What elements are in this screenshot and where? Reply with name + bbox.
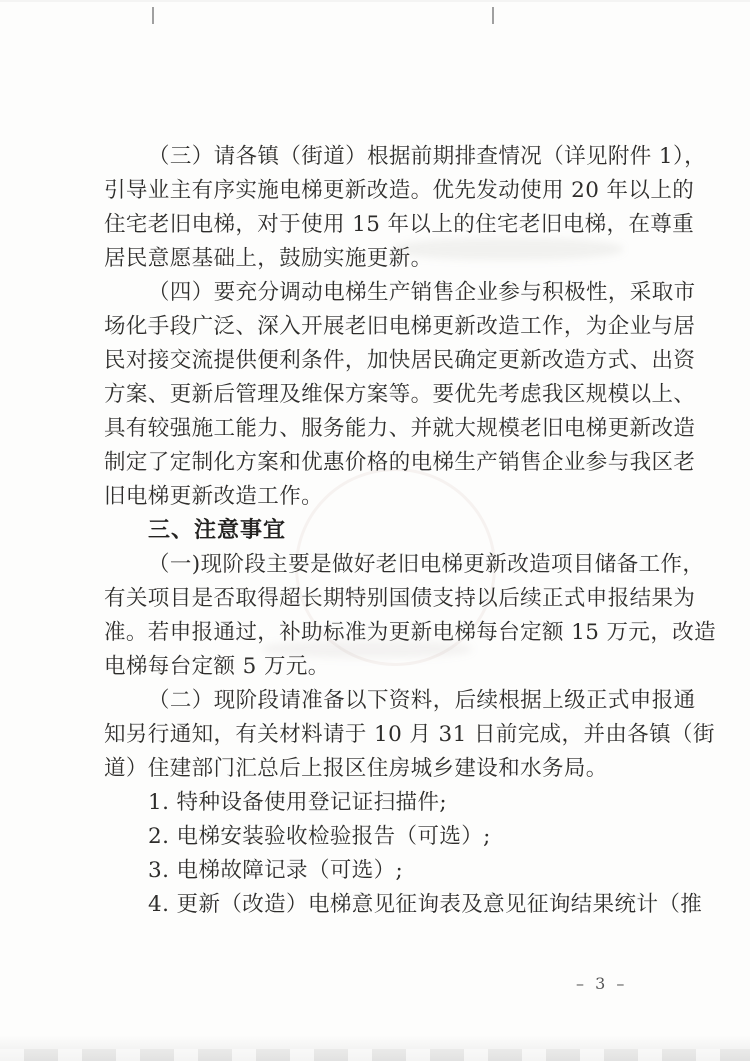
text-line: （二）现阶段请准备以下资料，后续根据上级正式申报通 xyxy=(148,688,696,713)
text-line: 场化手段广泛、深入开展老旧电梯更新改造工作，为企业与居 xyxy=(104,314,696,339)
text-line: （四）要充分调动电梯生产销售企业参与积极性，采取市 xyxy=(148,280,696,305)
text-line: 有关项目是否取得超长期特别国债支持以后续正式申报结果为 xyxy=(104,586,696,611)
text-line: 居民意愿基础上，鼓励实施更新。 xyxy=(104,246,433,271)
document-body xyxy=(104,140,717,922)
text-line: 准。若申报通过，补助标准为更新电梯每台定额 15 万元，改造 xyxy=(104,620,717,645)
scanner-edge-shadow xyxy=(0,1035,750,1061)
text-line: 具有较强施工能力、服务能力、并就大规模老旧电梯更新改造 xyxy=(104,416,696,441)
text-line: 1. 特种设备使用登记证扫描件; xyxy=(148,790,447,815)
text-line: 知另行通知，有关材料请于 10 月 31 日前完成，并由各镇（街 xyxy=(104,722,715,747)
text-line: 旧电梯更新改造工作。 xyxy=(104,484,324,509)
text-line: 电梯每台定额 5 万元。 xyxy=(104,654,330,679)
page-number: – 3 – xyxy=(576,974,628,993)
text-line: 4. 更新（改造）电梯意见征询表及意见征询结果统计（推 xyxy=(148,892,703,917)
crop-mark-icon xyxy=(152,7,154,24)
text-line: 引导业主有序实施电梯更新改造。优先发动使用 20 年以上的 xyxy=(104,178,695,203)
text-line: 道）住建部门汇总后上报区住房城乡建设和水务局。 xyxy=(104,756,608,781)
text-line: 方案、更新后管理及维保方案等。要优先考虑我区规模以上、 xyxy=(104,382,696,407)
text-line: 住宅老旧电梯，对于使用 15 年以上的住宅老旧电梯，在尊重 xyxy=(104,212,695,237)
text-line: 3. 电梯故障记录（可选）; xyxy=(148,858,404,883)
section-heading: 三、注意事宜 xyxy=(148,518,287,543)
text-line: 制定了定制化方案和优惠价格的电梯生产销售企业参与我区老 xyxy=(104,450,696,475)
text-line: 民对接交流提供便利条件，加快居民确定更新改造方式、出资 xyxy=(104,348,696,373)
text-line: （三）请各镇（街道）根据前期排查情况（详见附件 1）， xyxy=(148,144,707,169)
crop-mark-icon xyxy=(492,7,494,24)
text-line: （一)现阶段主要是做好老旧电梯更新改造项目储备工作， xyxy=(148,552,705,577)
text-line: 2. 电梯安装验收检验报告（可选）; xyxy=(148,824,491,849)
